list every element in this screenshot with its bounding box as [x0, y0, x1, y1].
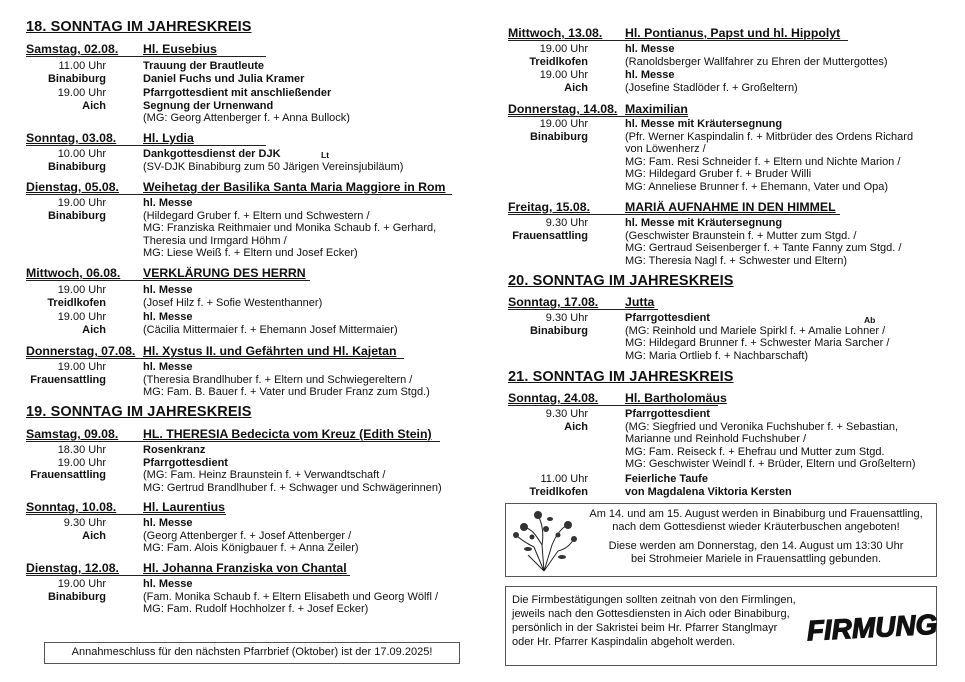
day-rule [508, 405, 718, 406]
firmung-line: jeweils nach den Gottesdiensten in Aich oder Binabiburg, [512, 608, 790, 620]
entry-text [625, 118, 913, 193]
entry-text [143, 87, 350, 125]
day-saint: Hl. Bartholomäus [625, 391, 727, 405]
entry-line: hl. Messe [143, 361, 193, 373]
week-heading-19: 19. SONNTAG IM JAHRESKREIS [26, 404, 252, 420]
entry-line: Theresia und Irmgard Höhm / [143, 234, 287, 247]
entry-line: MG: Fam. Rudolf Hochholzer f. + Josef Ecker) [143, 603, 369, 615]
entry-line: hl. Messe [143, 517, 193, 529]
entry-time: 9.30 Uhr [545, 217, 588, 229]
day-date: Sonntag, 03.08. [26, 131, 117, 145]
firmung-line: persönlich in der Sakristei beim Hr. Pfarrer Stanglmayr [512, 622, 778, 634]
firmung-logo [806, 605, 939, 647]
entry-time: 19.00 Uhr [57, 361, 106, 373]
day-date: Samstag, 09.08. [26, 427, 119, 441]
entry-place: Treidlkofen [47, 296, 106, 309]
day-rule [26, 280, 310, 281]
day-saint: Hl. Eusebius [143, 42, 217, 56]
day-saint: Hl. Xystus II. und Gefährten und Hl. Kajetan [143, 344, 397, 358]
day-rule [26, 514, 226, 515]
entry-line: (Josef Hilz f. + Sofie Westenthanner) [143, 296, 323, 309]
day-date: Sonntag, 17.08. [508, 295, 599, 309]
day-date: Donnerstag, 07.08. [26, 344, 136, 358]
day-saint: VERKLÄRUNG DES HERRN [143, 266, 306, 280]
entry-line: MG: Gertrud Brandlhuber f. + Schwager und Schwägerinnen) [143, 481, 442, 494]
day-rule [26, 56, 266, 57]
firmung-notice [505, 586, 937, 666]
day-date: Freitag, 15.08. [508, 200, 591, 214]
herb-line: Am 14. und am 15. August werden in Binabiburg und Frauensattling, [589, 508, 923, 520]
liturgy-tag: Ab [864, 315, 876, 325]
entry-line: hl. Messe [143, 197, 193, 209]
entry-line: (MG: Siegfried und Veronika Fuchshuber f. + Sebastian, [625, 420, 899, 433]
entry-line: hl. Messe [143, 311, 193, 323]
day-rule [508, 214, 840, 215]
entry-text [625, 69, 798, 94]
entry-place: Treidlkofen [529, 55, 588, 68]
entry-place: Treidlkofen [529, 485, 588, 498]
entry-line: Rosenkranz [143, 444, 206, 456]
firmung-text [512, 594, 796, 650]
entry-time: 19.00 Uhr [57, 87, 106, 99]
entry-line: MG: Fam. Resi Schneider f. + Eltern und Nichte Marion / [625, 155, 901, 168]
entry-text [625, 217, 901, 267]
entry-text [143, 444, 442, 494]
entry-place: Binabiburg [529, 324, 588, 337]
herb-bouquet-icon [512, 509, 576, 573]
svg-text:FIRMUNG: FIRMUNG [806, 608, 939, 647]
day-saint: Weihetag der Basilika Santa Maria Maggiore in Rom [143, 180, 446, 194]
entry-line: (Georg Attenberger f. + Josef Attenberger / [143, 529, 352, 542]
entry-line: MG: Fam. Reiseck f. + Ehefrau und Mutter zum Stgd. [625, 445, 885, 458]
entry-line: (MG: Fam. Heinz Braunstein f. + Verwandtschaft / [143, 469, 386, 481]
day-date: Mittwoch, 13.08. [508, 26, 603, 40]
entry-line: von Löwenherz / [625, 143, 706, 155]
entry-line: (SV-DJK Binabiburg zum 50 Järigen Vereinsjubiläum) [143, 160, 404, 173]
day-date: Donnerstag, 14.08. [508, 102, 618, 116]
entry-line: (MG: Reinhold und Mariele Spirkl f. + Amalie Lohner / [625, 324, 886, 337]
entry-line: hl. Messe mit Kräutersegnung [625, 217, 783, 229]
entry-place: Aich [82, 323, 106, 336]
day-date: Sonntag, 10.08. [26, 500, 117, 514]
entry-place: Aich [564, 81, 588, 94]
firmung-line: Die Firmbestätigungen sollten zeitnah von den Firmlingen, [512, 594, 796, 606]
day-saint: HL. THERESIA Bedecicta vom Kreuz (Edith Stein) [143, 427, 432, 441]
entry-text [143, 578, 438, 616]
entry-place: Binabiburg [47, 209, 106, 222]
entry-place: Frauensattling [30, 469, 106, 481]
herb-line: nach dem Gottesdienst wieder Kräuterbuschen angeboten! [612, 521, 900, 533]
day-saint: Jutta [625, 295, 655, 309]
entry-line: Pfarrgottesdient [143, 456, 228, 469]
entry-line: hl. Messe mit Kräutersegnung [625, 118, 783, 130]
entry-line: Pfarrgottesdient [625, 408, 710, 420]
entry-line: Feierliche Taufe [625, 473, 708, 485]
entry-text [143, 517, 359, 555]
entry-line: von Magdalena Viktoria Kersten [625, 485, 792, 498]
entry-text [143, 60, 304, 85]
entry-line: (Hildegard Gruber f. + Eltern und Schwestern / [143, 209, 370, 222]
week-heading-20: 20. SONNTAG IM JAHRESKREIS [508, 273, 734, 289]
entry-line: (Theresia Brandlhuber f. + Eltern und Schwiegereltern / [143, 373, 413, 386]
entry-time: 18.30 Uhr [57, 444, 106, 456]
entry-time: 11.00 Uhr [540, 473, 588, 485]
entry-time: 19.00 Uhr [539, 69, 588, 81]
day-date: Dienstag, 12.08. [26, 561, 119, 575]
entry-place: Binabiburg [47, 72, 106, 85]
entry-line: MG: Fam. B. Bauer f. + Vater und Bruder Franz zum Stgd.) [143, 386, 430, 398]
entry-time: 11.00 Uhr [58, 60, 106, 72]
entry-place: Binabiburg [47, 590, 106, 603]
entry-line: (Fam. Monika Schaub f. + Eltern Elisabeth und Georg Wölfl / [143, 590, 438, 603]
entry-text [143, 197, 436, 260]
entry-time: 9.30 Uhr [545, 312, 588, 324]
day-saint: Hl. Laurentius [143, 500, 225, 514]
week-heading-21: 21. SONNTAG IM JAHRESKREIS [508, 369, 734, 385]
entry-line: MG: Anneliese Brunner f. + Ehemann, Vater und Opa) [625, 180, 889, 193]
entry-line: MG: Maria Ortlieb f. + Nachbarschaft) [625, 349, 809, 362]
entry-place: Binabiburg [529, 130, 588, 143]
entry-time: 19.00 Uhr [57, 311, 106, 323]
entry-line: hl. Messe [143, 284, 193, 296]
entry-time: 19.00 Uhr [57, 456, 106, 469]
entry-line: Pfarrgottesdient mit anschließender [143, 87, 332, 99]
entry-time: 10.00 Uhr [57, 148, 106, 160]
firmung-line: oder Hr. Pfarrer Kaspindalin abgeholt werden. [512, 636, 736, 648]
entry-line: MG: Gertraud Seisenberger f. + Tante Fanny zum Stgd. / [625, 242, 902, 254]
entry-time: 19.00 Uhr [57, 197, 106, 209]
entry-time: 19.00 Uhr [539, 43, 588, 55]
entry-line: (Josefine Stadlöder f. + Großeltern) [625, 81, 798, 94]
day-rule [26, 145, 266, 146]
entry-text [625, 312, 889, 362]
deadline-notice [44, 642, 460, 664]
entry-line: MG: Hildegard Brunner f. + Schwester Maria Sarcher / [625, 337, 890, 349]
entry-place: Frauensattling [512, 229, 588, 242]
day-date: Mittwoch, 06.08. [26, 266, 121, 280]
day-rule [508, 116, 688, 117]
entry-line: (MG: Georg Attenberger f. + Anna Bullock) [143, 112, 350, 124]
day-rule [508, 309, 658, 310]
entry-line: Pfarrgottesdient [625, 312, 710, 324]
day-saint: Hl. Pontianus, Papst und hl. Hippolyt [625, 26, 841, 40]
day-rule [508, 40, 848, 41]
entry-place: Frauensattling [30, 373, 106, 386]
day-date: Samstag, 02.08. [26, 42, 119, 56]
entry-text [625, 43, 888, 68]
entry-line: Marianne und Reinhold Fuchshuber / [625, 433, 807, 445]
entry-line: (Pfr. Werner Kaspindalin f. + Mitbrüder des Ordens Richard [625, 130, 914, 143]
day-saint: Hl. Lydia [143, 131, 194, 145]
entry-time: 9.30 Uhr [545, 408, 588, 420]
entry-place: Aich [82, 529, 106, 542]
entry-text [143, 284, 322, 309]
herb-line: Diese werden am Donnerstag, den 14. August um 13:30 Uhr [608, 540, 904, 552]
entry-time: 19.00 Uhr [57, 578, 106, 590]
entry-time: 19.00 Uhr [57, 284, 106, 296]
entry-line: MG: Hildegard Gruber f. + Bruder Willi [625, 168, 812, 180]
day-rule [26, 441, 440, 442]
entry-text [625, 408, 916, 471]
liturgy-tag: Lt [321, 150, 330, 160]
entry-line: Daniel Fuchs und Julia Kramer [143, 72, 305, 85]
entry-line: MG: Theresia Nagl f. + Schwester und Eltern) [625, 254, 848, 267]
deadline-text: Annahmeschluss für den nächsten Pfarrbrief (Oktober) ist der 17.09.2025! [71, 646, 433, 658]
entry-line: (Cäcilia Mittermaier f. + Ehemann Josef Mittermaier) [143, 323, 398, 336]
day-saint: Maximilian [625, 102, 688, 116]
herb-text [582, 508, 930, 566]
entry-line: MG: Liese Weiß f. + Eltern und Josef Ecker) [143, 247, 358, 259]
entry-line: (Geschwister Braunstein f. + Mutter zum Stgd. / [625, 229, 857, 242]
entry-line: hl. Messe [143, 578, 193, 590]
day-rule [26, 575, 350, 576]
entry-place: Aich [564, 420, 588, 433]
day-saint: MARIÄ AUFNAHME IN DEN HIMMEL [625, 200, 836, 214]
entry-text [625, 473, 792, 498]
entry-text [143, 148, 403, 173]
day-date: Dienstag, 05.08. [26, 180, 119, 194]
entry-text [143, 361, 430, 399]
entry-place: Aich [82, 99, 106, 112]
entry-line: MG: Geschwister Weindl f. + Brüder, Eltern und Großeltern) [625, 458, 916, 470]
entry-place: Binabiburg [47, 160, 106, 173]
herb-line: bei Strohmeier Mariele in Frauensattling gebunden. [630, 553, 882, 565]
entry-line: MG: Fam. Alois Königbauer f. + Anna Zeiler) [143, 542, 359, 554]
entry-time: 19.00 Uhr [539, 118, 588, 130]
entry-line: Segnung der Urnenwand [143, 99, 274, 112]
day-rule [26, 194, 452, 195]
entry-text [143, 311, 398, 336]
entry-line: Trauung der Brautleute [143, 60, 265, 72]
day-date: Sonntag, 24.08. [508, 391, 599, 405]
week-heading-18: 18. SONNTAG IM JAHRESKREIS [26, 19, 252, 35]
herb-notice [505, 503, 937, 577]
day-rule [26, 358, 404, 359]
entry-line: hl. Messe [625, 43, 675, 55]
entry-line: hl. Messe [625, 69, 675, 81]
day-saint: Hl. Johanna Franziska von Chantal [143, 561, 347, 575]
entry-time: 9.30 Uhr [63, 517, 106, 529]
entry-line: MG: Franziska Reithmaier und Monika Schaub f. + Gerhard, [143, 222, 437, 234]
entry-line: Dankgottesdienst der DJK [143, 148, 281, 160]
entry-line: (Ranoldsberger Wallfahrer zu Ehren der Muttergottes) [625, 55, 888, 68]
